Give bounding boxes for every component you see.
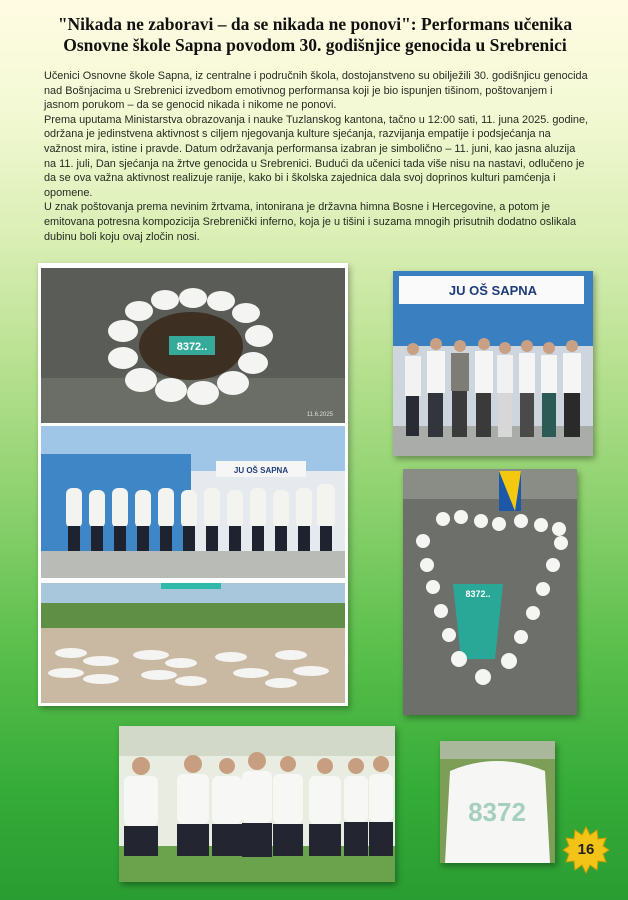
photo-v-formation <box>403 469 577 715</box>
page-number: 16 <box>577 841 595 858</box>
article-body <box>44 69 589 244</box>
title-line-2: Osnovne škole Sapna povodom 30. godišnjice genocida u Srebrenici <box>63 35 567 55</box>
paragraph: Učenici Osnovne škole Sapna, iz centralne i područnih škola, dostojanstveno su obilježili 30. godišnjicu genocida nad Bošnjacima u Srebrenici izvedbom emotivnog performansa koji je bio ispunjen tišinom, poštovanjem i jasnom porukom – da se genocid nikada i nikome ne ponovi. <box>44 70 588 112</box>
circle-number: 8372.. <box>176 341 208 353</box>
v-number: 8372.. <box>465 589 491 599</box>
photo-timestamp: 11.6.2025 <box>306 412 333 418</box>
photo-girls-at-school <box>41 426 345 578</box>
paragraph: Prema uputama Ministarstva obrazovanja i nauke Tuzlanskog kantona, tačno u 12:00 sati, 11. juna 2025. godine, održana je jedinstvena aktivnost s ciljem njegovanja kulture sjećanja, razvijanja empatije i podsjećanja na važnost mira, istine i pravde. Datum održavanja performansa izabran je simbolično – 11. juni, kao jasna aluzija na 11. juli, Dan sjećanja na žrtve genocida u Srebrenici. Budući da učenici tada više nisu na nastavi, odlučeno je da se ova važna aktivnost realizuje ranije, kako bi i školska zajednica dala svoj doprinos kulturi pamćenja i opomene. <box>44 113 589 199</box>
photo-teachers-seated <box>119 726 395 882</box>
shirt-number: 8372 <box>468 797 526 827</box>
photo-collage <box>38 263 348 706</box>
photo-shirt-back <box>440 741 555 863</box>
paragraph: U znak poštovanja prema nevinim žrtvama, intonirana je državna himna Bosne i Hercegovine, a potom je emitovana potresna kompozicija Srebrenički inferno, koja je u tišini i suzama mnogih prisutnih dodatno oslikala dubinu boli koju ovaj zločin nosi. <box>44 201 577 243</box>
school-sign: JU OŠ SAPNA <box>448 283 538 298</box>
article-title <box>20 14 610 56</box>
title-line-1: "Nikada ne zaboravi – da se nikada ne ponovi": Performans učenika <box>57 14 573 34</box>
school-sign-small: JU OŠ SAPNA <box>233 466 289 475</box>
photo-circle-of-students <box>41 268 345 423</box>
page-number-badge <box>562 826 610 874</box>
photo-staff-at-school <box>393 271 593 456</box>
photo-students-lying <box>41 583 345 703</box>
